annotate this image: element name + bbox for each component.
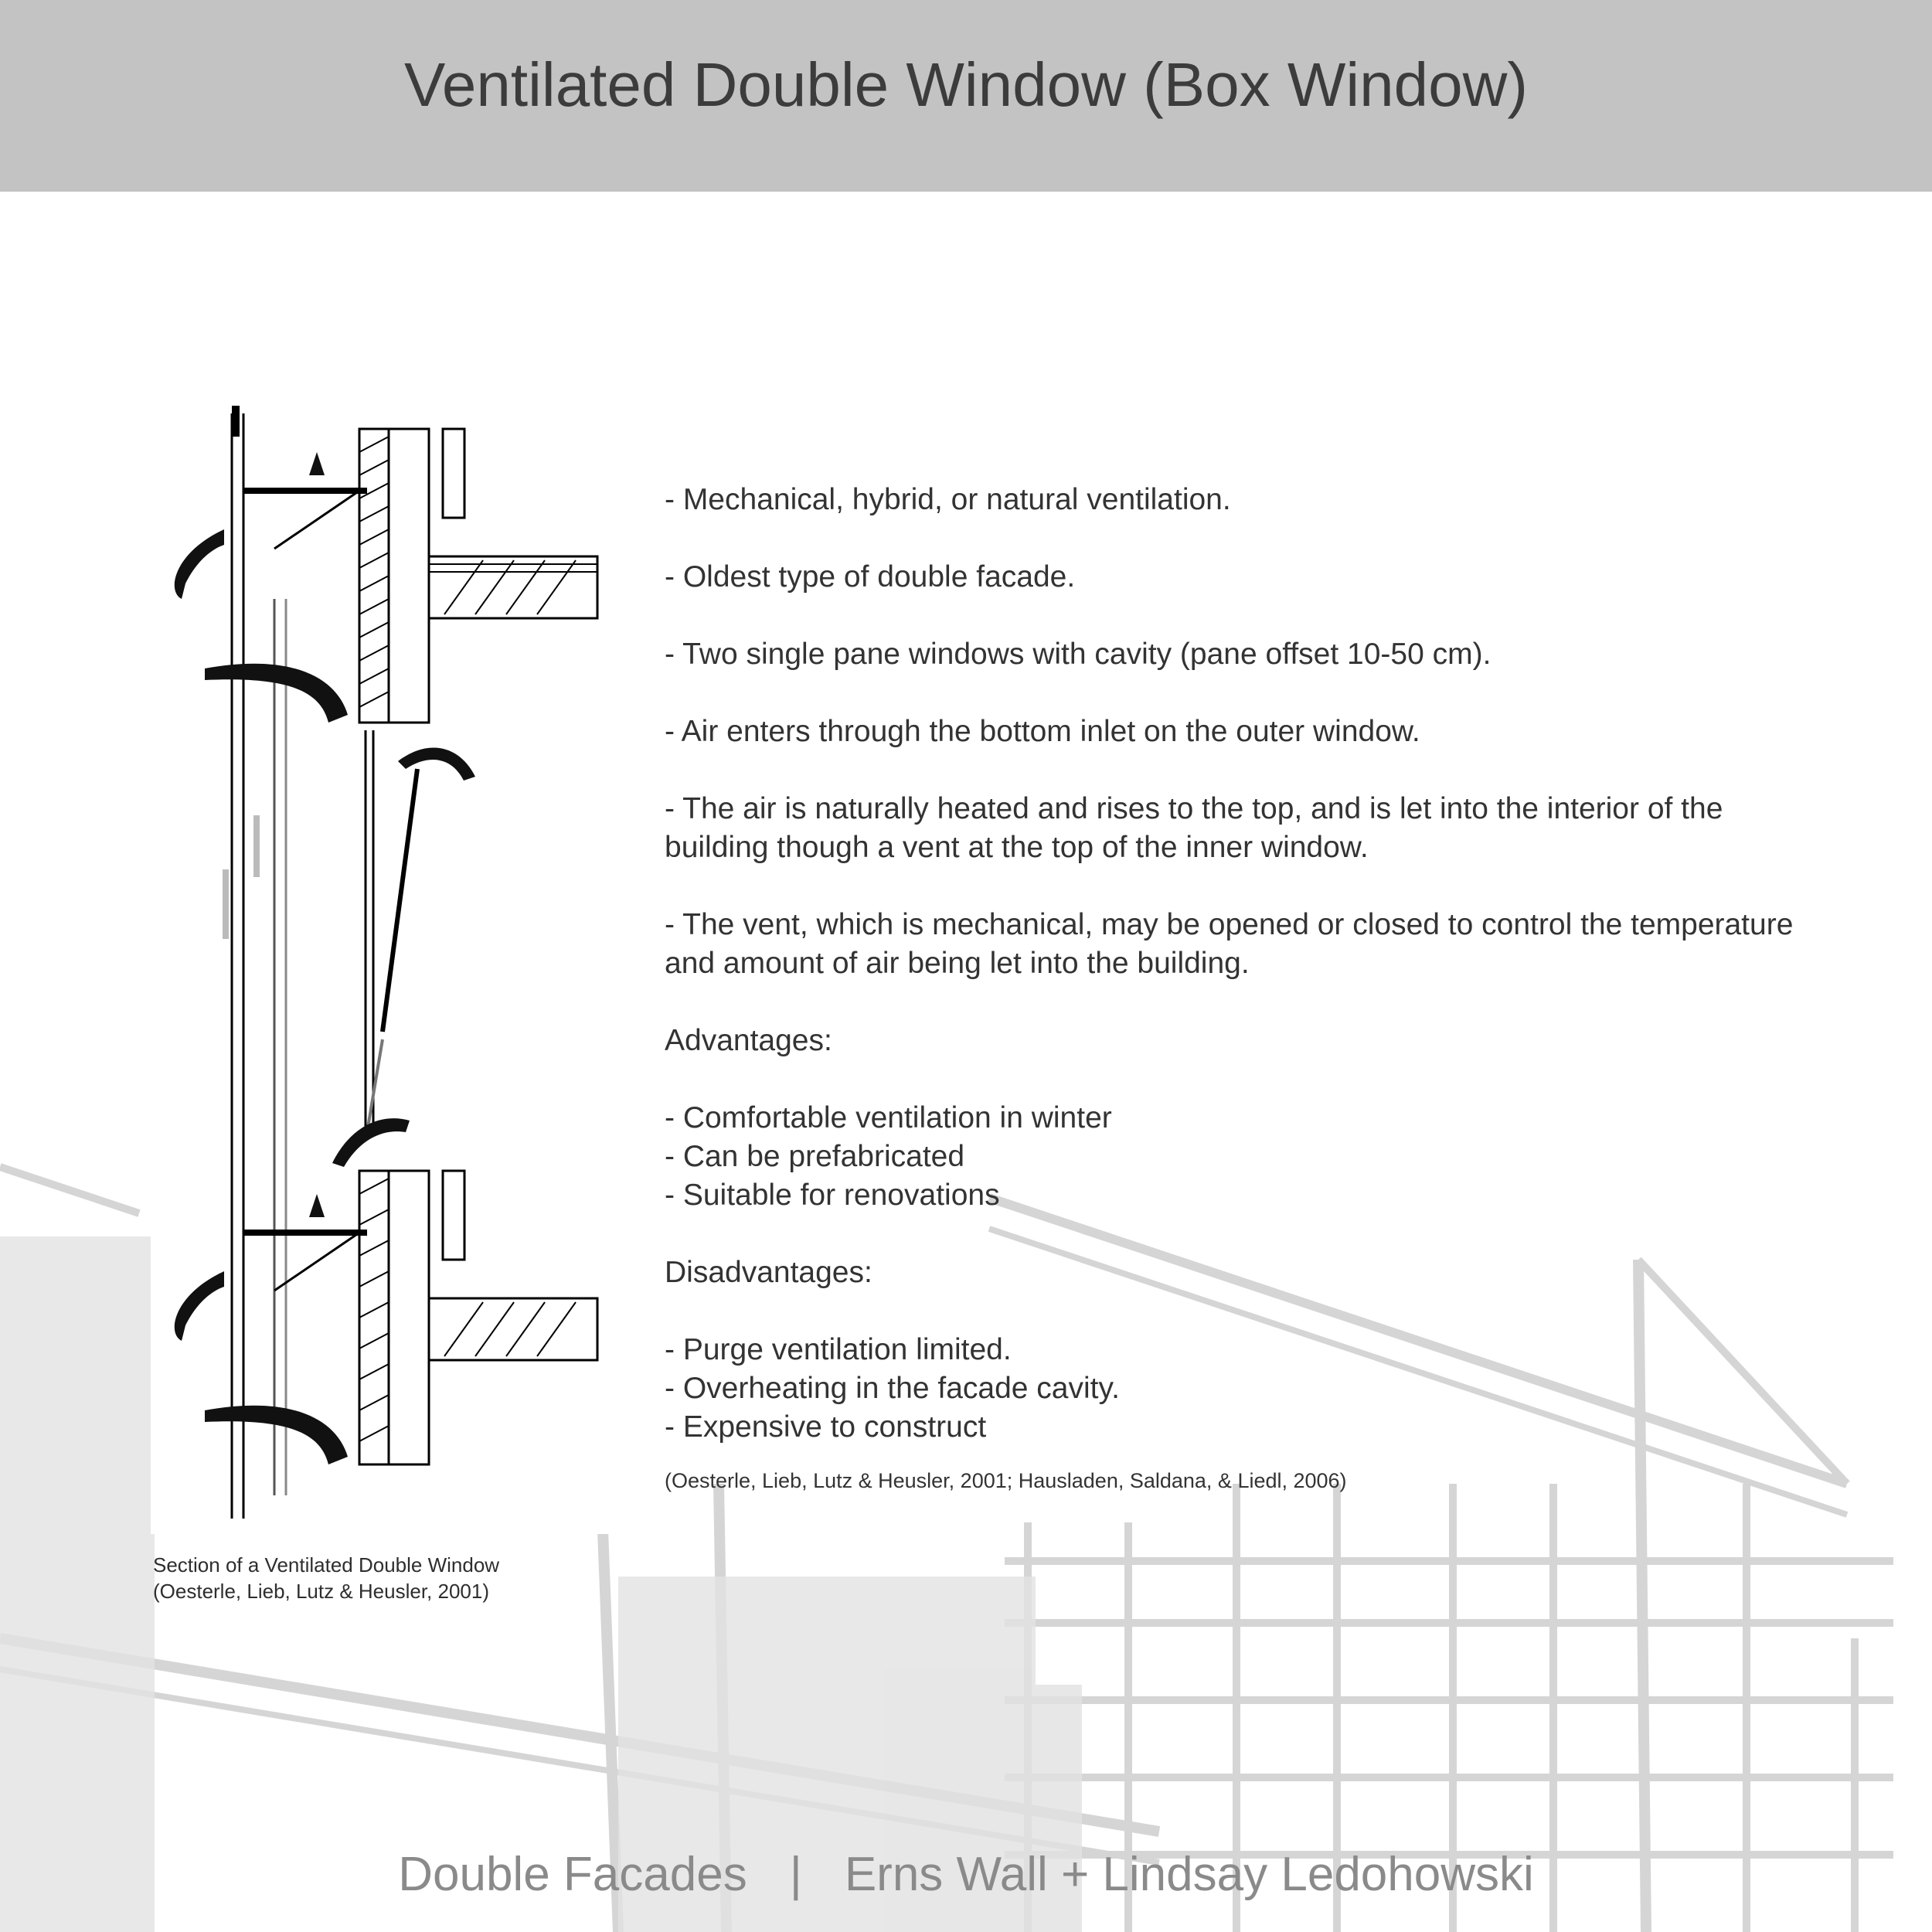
footer	[0, 1848, 1932, 1901]
footer-title: Double Facades	[398, 1848, 747, 1901]
bullet-item: - Two single pane windows with cavity (pane offset 10-50 cm).	[665, 638, 1492, 671]
page-title: Ventilated Double Window (Box Window)	[403, 50, 1529, 119]
header-bar	[0, 0, 1932, 192]
citation: (Oesterle, Lieb, Lutz & Heusler, 2001; Hausladen, Saldana, & Liedl, 2006)	[665, 1469, 1347, 1492]
disadvantages-heading: Disadvantages:	[665, 1256, 872, 1289]
advantages-heading: Advantages:	[665, 1024, 832, 1057]
bullet-item: - Air enters through the bottom inlet on the outer window.	[665, 715, 1420, 748]
bullet-item: - Mechanical, hybrid, or natural ventilation.	[665, 483, 1231, 516]
advantage-item: - Suitable for renovations	[665, 1179, 1000, 1212]
advantage-item: - Comfortable ventilation in winter	[665, 1101, 1112, 1134]
disadvantage-item: - Expensive to construct	[665, 1410, 987, 1444]
body-text	[665, 481, 1824, 1496]
footer-authors: Erns Wall + Lindsay Ledohowski	[844, 1848, 1534, 1901]
footer-separator: |	[789, 1848, 802, 1901]
figure-caption-line1: Section of a Ventilated Double Window	[153, 1553, 500, 1577]
disadvantage-item: - Purge ventilation limited.	[665, 1333, 1012, 1366]
bullet-item: - The vent, which is mechanical, may be opened or closed to control the temperature and amount of air being let into the building.	[665, 908, 1794, 980]
advantage-item: - Can be prefabricated	[665, 1140, 965, 1173]
figure-caption	[153, 1552, 499, 1604]
figure-caption-line2: (Oesterle, Lieb, Lutz & Heusler, 2001)	[153, 1580, 490, 1603]
window-section-drawing	[151, 406, 614, 1534]
bullet-item: - The air is naturally heated and rises to the top, and is let into the interior of the building though a vent at the top of the inner window.	[665, 792, 1723, 864]
bullet-item: - Oldest type of double facade.	[665, 560, 1076, 594]
disadvantage-item: - Overheating in the facade cavity.	[665, 1372, 1120, 1405]
